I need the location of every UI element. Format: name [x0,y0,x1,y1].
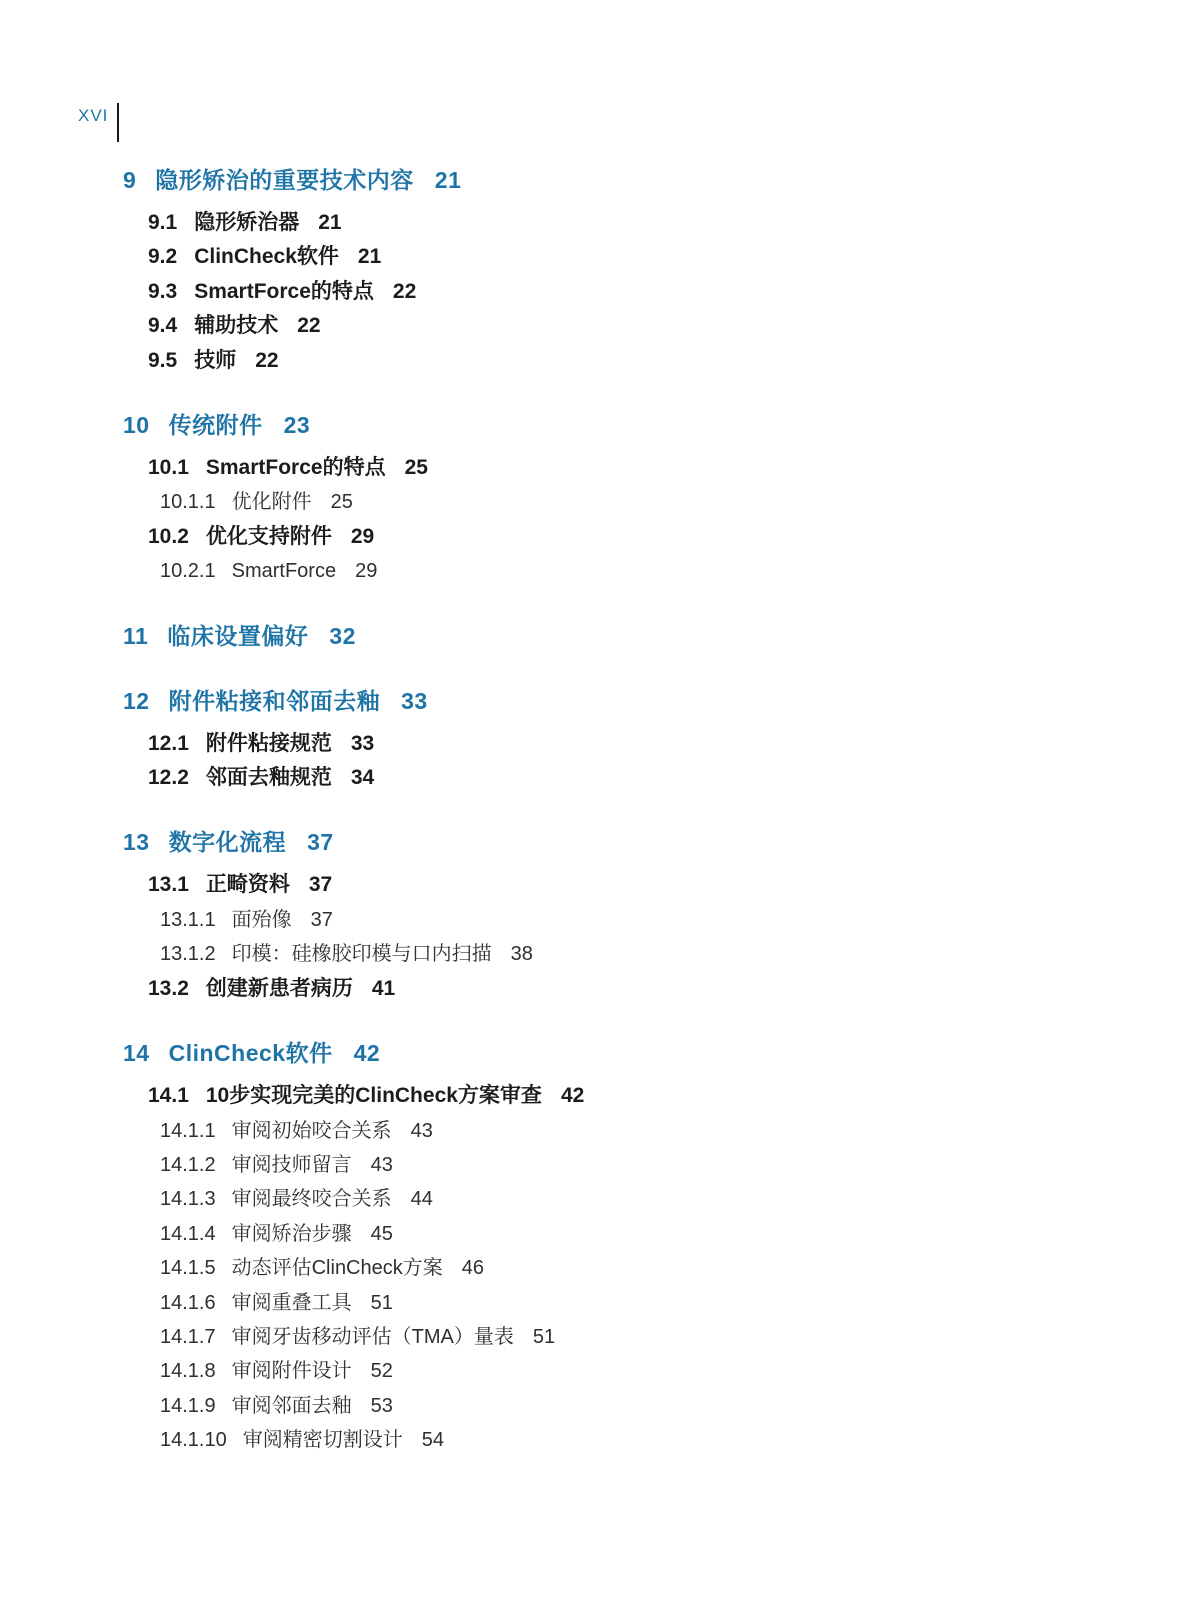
entry-title: 邻面去釉规范 [205,766,332,790]
chapter-entries [123,868,1103,1006]
entry-page-number: 43 [370,1153,393,1176]
entry-title: 审阅附件设计 [231,1360,352,1383]
toc-entry [123,727,1103,761]
entry-number: 13.1 [148,873,189,897]
entry-number: 14.1.2 [160,1153,216,1176]
chapter-number: 11 [123,622,149,649]
toc-entry [123,485,1103,519]
entry-page-number: 37 [308,873,333,897]
entry-number: 9.1 [148,211,178,234]
entry-title: 审阅初始咬合关系 [231,1119,392,1142]
entry-page-number: 22 [297,314,321,338]
entry-page-number: 46 [461,1257,485,1280]
chapter-title: 隐形矫治的重要技术内容 [155,167,414,193]
entry-page-number: 22 [255,348,279,372]
toc-entry [123,554,1103,588]
entry-page-number: 25 [404,456,428,480]
chapter-heading [123,825,1103,860]
entry-number: 10.2.1 [160,560,216,583]
toc-entry [123,868,1103,902]
entry-page-number: 21 [357,245,382,269]
toc-entry [123,240,1103,274]
chapter-title: ClinCheck软件 [168,1040,333,1067]
toc-entry [123,344,1103,378]
entry-title: 审阅邻面去釉 [231,1394,352,1417]
entry-page-number: 53 [370,1394,393,1417]
table-of-contents [123,163,1103,1488]
chapter-page-number: 42 [353,1040,381,1067]
toc-entry [123,937,1103,971]
toc-entry [123,972,1103,1006]
entry-number: 9.2 [148,245,178,269]
toc-chapter [123,163,1103,378]
entry-page-number: 38 [510,943,533,966]
entry-title: ClinCheck软件 [194,245,339,269]
entry-page-number: 37 [310,908,333,931]
chapter-page-number: 21 [434,167,462,193]
entry-number: 14.1.10 [160,1429,227,1452]
entry-page-number: 42 [560,1084,585,1108]
entry-page-number: 21 [318,211,342,234]
entry-title: 优化附件 [231,491,312,514]
chapter-heading [123,163,1103,198]
entry-number: 9.4 [148,314,178,338]
entry-page-number: 51 [370,1291,393,1314]
entry-number: 12.2 [148,766,189,790]
entry-number: 14.1.4 [160,1222,216,1245]
entry-number: 14.1.1 [160,1119,216,1142]
chapter-number: 12 [123,687,150,714]
entry-title: 审阅牙齿移动评估（TMA）量表 [231,1325,514,1348]
toc-entry [123,903,1103,937]
toc-chapter [123,684,1103,796]
entry-number: 9.3 [148,279,178,303]
entry-number: 14.1.8 [160,1360,216,1383]
chapter-number: 13 [123,829,150,856]
entry-page-number: 34 [350,766,375,790]
entry-number: 13.1.2 [160,943,216,966]
toc-entry [123,309,1103,343]
entry-title: 审阅精密切割设计 [242,1429,403,1452]
chapter-number: 10 [123,412,150,439]
entry-page-number: 44 [410,1188,433,1211]
entry-number: 14.1.3 [160,1188,216,1211]
entry-page-number: 45 [370,1222,393,1245]
chapter-number: 9 [123,167,137,193]
entry-title: 附件粘接规范 [205,731,332,755]
entry-page-number: 29 [355,560,378,583]
toc-entry [123,761,1103,795]
entry-number: 10.2 [148,524,189,548]
toc-entry [123,1217,1103,1251]
entry-title: 辅助技术 [194,314,279,338]
toc-entry [123,1114,1103,1148]
toc-entry [123,1320,1103,1354]
chapter-title: 临床设置偏好 [167,622,309,649]
chapter-heading [123,408,1103,443]
toc-chapter [123,825,1103,1006]
entry-page-number: 52 [370,1360,393,1383]
entry-page-number: 54 [421,1429,444,1452]
toc-entry [123,1423,1103,1457]
toc-entry [123,1354,1103,1388]
entry-number: 9.5 [148,348,178,372]
entry-number: 13.2 [148,976,189,1000]
entry-page-number: 51 [532,1325,556,1348]
entry-page-number: 41 [371,976,396,1000]
entry-title: 优化支持附件 [205,524,332,548]
chapter-entries [123,1079,1103,1457]
entry-page-number: 29 [350,524,375,548]
toc-entry [123,275,1103,309]
entry-title: SmartForce的特点 [194,279,374,303]
entry-title: 隐形矫治器 [194,211,300,234]
toc-chapter [123,408,1103,589]
toc-entry [123,1148,1103,1182]
toc-entry [123,451,1103,485]
entry-title: 正畸资料 [205,873,290,897]
entry-title: SmartForce的特点 [205,456,386,480]
chapter-entries [123,727,1103,796]
toc-chapter [123,1036,1103,1457]
page-header [78,103,119,142]
entry-title: 动态评估ClinCheck方案 [231,1257,443,1280]
entry-title: SmartForce [231,560,337,583]
chapter-page-number: 37 [307,829,334,856]
toc-chapter [123,619,1103,654]
entry-number: 14.1.6 [160,1291,216,1314]
toc-entry [123,520,1103,554]
folio-divider-rule [117,103,119,142]
entry-title: 审阅重叠工具 [231,1291,352,1314]
entry-number: 13.1.1 [160,908,216,931]
chapter-entries [123,206,1103,378]
chapter-page-number: 32 [329,622,356,649]
chapter-title: 传统附件 [168,412,263,439]
entry-title: 审阅技师留言 [231,1153,352,1176]
entry-title: 10步实现完美的ClinCheck方案审查 [205,1084,542,1108]
toc-entry [123,1389,1103,1423]
toc-entry [123,1182,1103,1216]
chapter-page-number: 23 [283,412,311,439]
chapter-title: 数字化流程 [168,829,287,856]
entry-title: 创建新患者病历 [205,976,353,1000]
entry-page-number: 25 [330,491,353,514]
entry-title: 技师 [194,348,237,372]
chapter-entries [123,451,1103,589]
toc-entry [123,1286,1103,1320]
chapter-title: 附件粘接和邻面去釉 [168,687,381,714]
entry-title: 审阅最终咬合关系 [231,1188,392,1211]
chapter-heading [123,619,1103,654]
toc-entry [123,1251,1103,1285]
chapter-heading [123,684,1103,719]
entry-page-number: 43 [410,1119,433,1142]
entry-title: 印模：硅橡胶印模与口内扫描 [231,943,492,966]
entry-number: 10.1.1 [160,491,216,514]
entry-number: 14.1.7 [160,1325,216,1348]
entry-page-number: 22 [392,279,417,303]
chapter-heading [123,1036,1103,1071]
toc-entry [123,206,1103,240]
entry-number: 14.1.5 [160,1257,216,1280]
entry-number: 14.1 [148,1084,189,1108]
toc-entry [123,1079,1103,1113]
entry-number: 12.1 [148,731,189,755]
entry-page-number: 33 [350,731,375,755]
chapter-number: 14 [123,1040,150,1067]
entry-title: 面殆像 [231,908,292,931]
folio-number: XVI [78,106,109,125]
entry-title: 审阅矫治步骤 [231,1222,352,1245]
entry-number: 14.1.9 [160,1394,216,1417]
entry-number: 10.1 [148,456,189,480]
chapter-page-number: 33 [401,687,428,714]
